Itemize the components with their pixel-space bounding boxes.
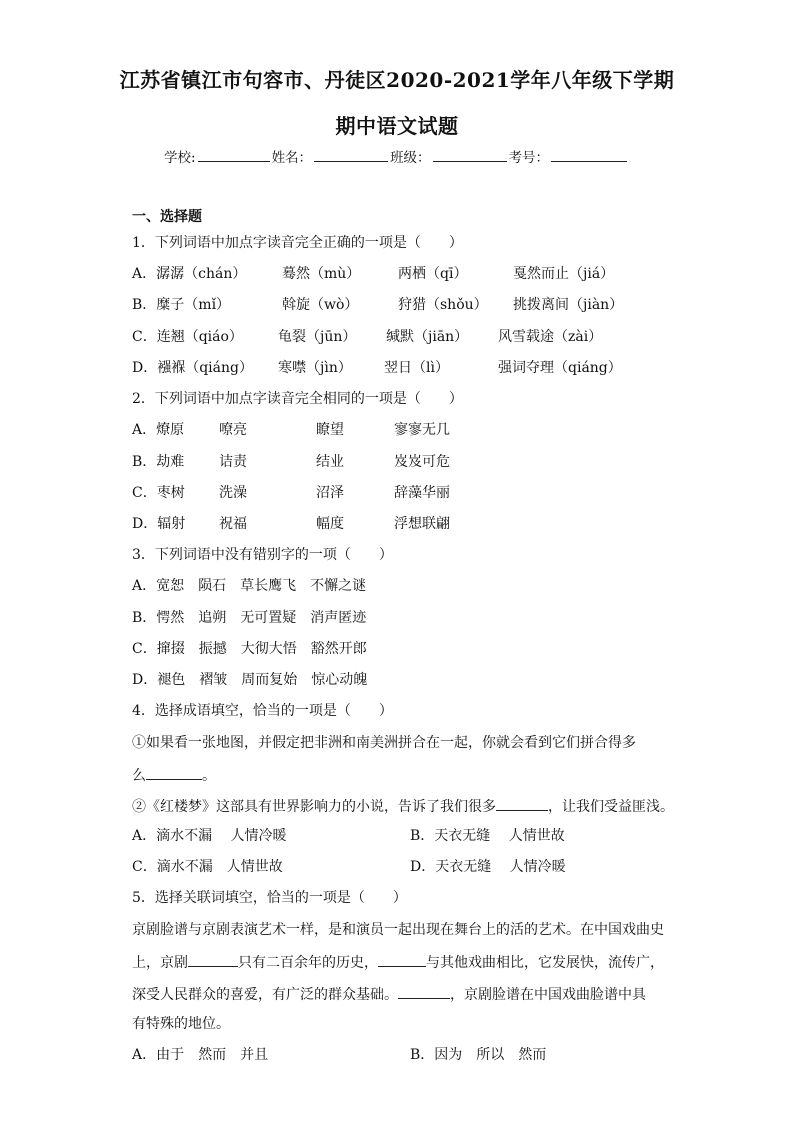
q4-sentence-2 [132, 796, 674, 816]
q2-stem: 2．下列词语中加点字读音完全相同的一项是（ ） [132, 391, 463, 407]
q3-option-d: D．褪色 褶皱 周而复始 惊心动魄 [132, 672, 368, 688]
q1-a-2: 蓦然（mù） [282, 266, 361, 282]
q3-stem: 3．下列词语中没有错别字的一项（ ） [132, 547, 393, 563]
q2-b-3: 结业 [316, 454, 344, 470]
q2-a-1: A．燎原 [132, 422, 185, 438]
q2-c-4: 辞藻华丽 [394, 485, 450, 501]
q2-a-2: 嘹亮 [219, 422, 247, 438]
name-blank[interactable] [314, 147, 388, 162]
school-label: 学校: [164, 150, 196, 166]
number-blank[interactable] [551, 147, 627, 162]
q4-stem: 4．选择成语填空，恰当的一项是（ ） [132, 703, 393, 719]
q5-blank-2[interactable] [378, 952, 426, 967]
school-blank[interactable] [198, 147, 270, 162]
q5-passage-2 [132, 952, 664, 972]
q5-passage-4: 有特殊的地位。 [132, 1016, 230, 1032]
q4-blank-2[interactable] [496, 796, 548, 811]
q1-d-1: D．襁褓（qiáng） [132, 360, 253, 376]
q1-d-2: 寒噤（jìn） [278, 360, 352, 376]
q1-a-4: 戛然而止（jiá） [513, 266, 615, 282]
q2-b-1: B．劫难 [132, 454, 185, 470]
q1-c-3: 缄默（jiān） [386, 329, 469, 345]
q5-p3b: ，京剧脸谱在中国戏曲脸谱中具 [450, 987, 646, 1003]
q1-b-2: 斡旋（wò） [282, 297, 359, 313]
q4-option-b: B．天衣无缝 人情世故 [410, 828, 565, 844]
q4-option-c: C．滴水不漏 人情世故 [132, 859, 283, 875]
q3-option-b: B．愕然 追朔 无可置疑 消声匿迹 [132, 610, 367, 626]
q4-s1b-pre: 么 [132, 768, 146, 784]
q4-s2-post: ，让我们受益匪浅。 [548, 799, 674, 815]
q5-stem: 5．选择关联词填空，恰当的一项是（ ） [132, 890, 407, 906]
q5-option-b: B．因为 所以 然而 [410, 1047, 547, 1063]
q4-s1b-post: 。 [202, 768, 216, 784]
q5-passage-1: 京剧脸谱与京剧表演艺术一样，是和演员一起出现在舞台上的活的艺术。在中国戏曲史 [132, 922, 664, 938]
name-label: 姓名： [271, 150, 313, 166]
q1-c-1: C．连翘（qiáo） [132, 329, 243, 345]
q5-p2b: 只有二百余年的历史， [238, 955, 378, 971]
q1-c-4: 风雪载途（zài） [498, 329, 603, 345]
q2-d-3: 幅度 [316, 516, 344, 532]
q1-a-1: A．潺潺（chán） [132, 266, 247, 282]
exam-title-line1: 江苏省镇江市句容市、丹徒区2020-2021学年八年级下学期 [119, 68, 675, 92]
q2-a-3: 瞭望 [316, 422, 344, 438]
q4-sentence-1b [132, 765, 216, 785]
q1-d-3: 翌日（lì） [384, 360, 449, 376]
q2-b-4: 岌岌可危 [394, 454, 450, 470]
q2-d-1: D．辐射 [132, 516, 186, 532]
class-label: 班级： [390, 150, 431, 166]
q4-blank-1[interactable] [146, 765, 202, 780]
student-info-row [164, 146, 629, 166]
q2-d-2: 祝福 [219, 516, 247, 532]
q2-c-2: 洗澡 [219, 485, 247, 501]
q4-s2-pre: ②《红楼梦》这部具有世界影响力的小说，告诉了我们很多 [132, 799, 496, 815]
q5-passage-3 [132, 984, 646, 1004]
q4-sentence-1a: ①如果看一张地图，并假定把非洲和南美洲拼合在一起，你就会看到它们拼合得多 [132, 735, 636, 751]
q5-p2a: 上，京剧 [132, 955, 188, 971]
q1-b-4: 挑拨离间（jiàn） [513, 297, 624, 313]
q1-b-3: 狩猎（shǒu） [398, 297, 488, 313]
q1-a-3: 两栖（qī） [398, 266, 468, 282]
q3-option-a: A．宽恕 陨石 草长鹰飞 不懈之谜 [132, 578, 367, 594]
class-blank[interactable] [433, 147, 507, 162]
q1-d-4: 强词夺理（qiáng） [498, 360, 622, 376]
section-heading: 一、选择题 [132, 209, 202, 225]
q4-option-a: A．滴水不漏 人情冷暖 [132, 828, 287, 844]
q1-c-2: 龟裂（jūn） [278, 329, 357, 345]
q2-d-4: 浮想联翩 [394, 516, 450, 532]
q2-c-3: 沼泽 [316, 485, 344, 501]
q2-a-4: 寥寥无几 [394, 422, 450, 438]
q5-p2c: 与其他戏曲相比，它发展快，流传广， [426, 955, 664, 971]
exam-title-line2: 期中语文试题 [335, 114, 459, 138]
q2-b-2: 诘责 [219, 454, 247, 470]
q1-stem: 1．下列词语中加点字读音完全正确的一项是（ ） [132, 235, 463, 251]
q5-blank-1[interactable] [188, 952, 238, 967]
q4-option-d: D．天衣无缝 人情冷暖 [410, 859, 566, 875]
q3-option-c: C．撺掇 振撼 大彻大悟 豁然开郎 [132, 641, 367, 657]
q5-blank-3[interactable] [398, 984, 450, 999]
number-label: 考号： [508, 150, 550, 166]
q5-option-a: A．由于 然而 并且 [132, 1047, 269, 1063]
q2-c-1: C．枣树 [132, 485, 185, 501]
q5-p3a: 深受人民群众的喜爱，有广泛的群众基础。 [132, 987, 398, 1003]
q1-b-1: B．糜子（mǐ） [132, 297, 231, 313]
